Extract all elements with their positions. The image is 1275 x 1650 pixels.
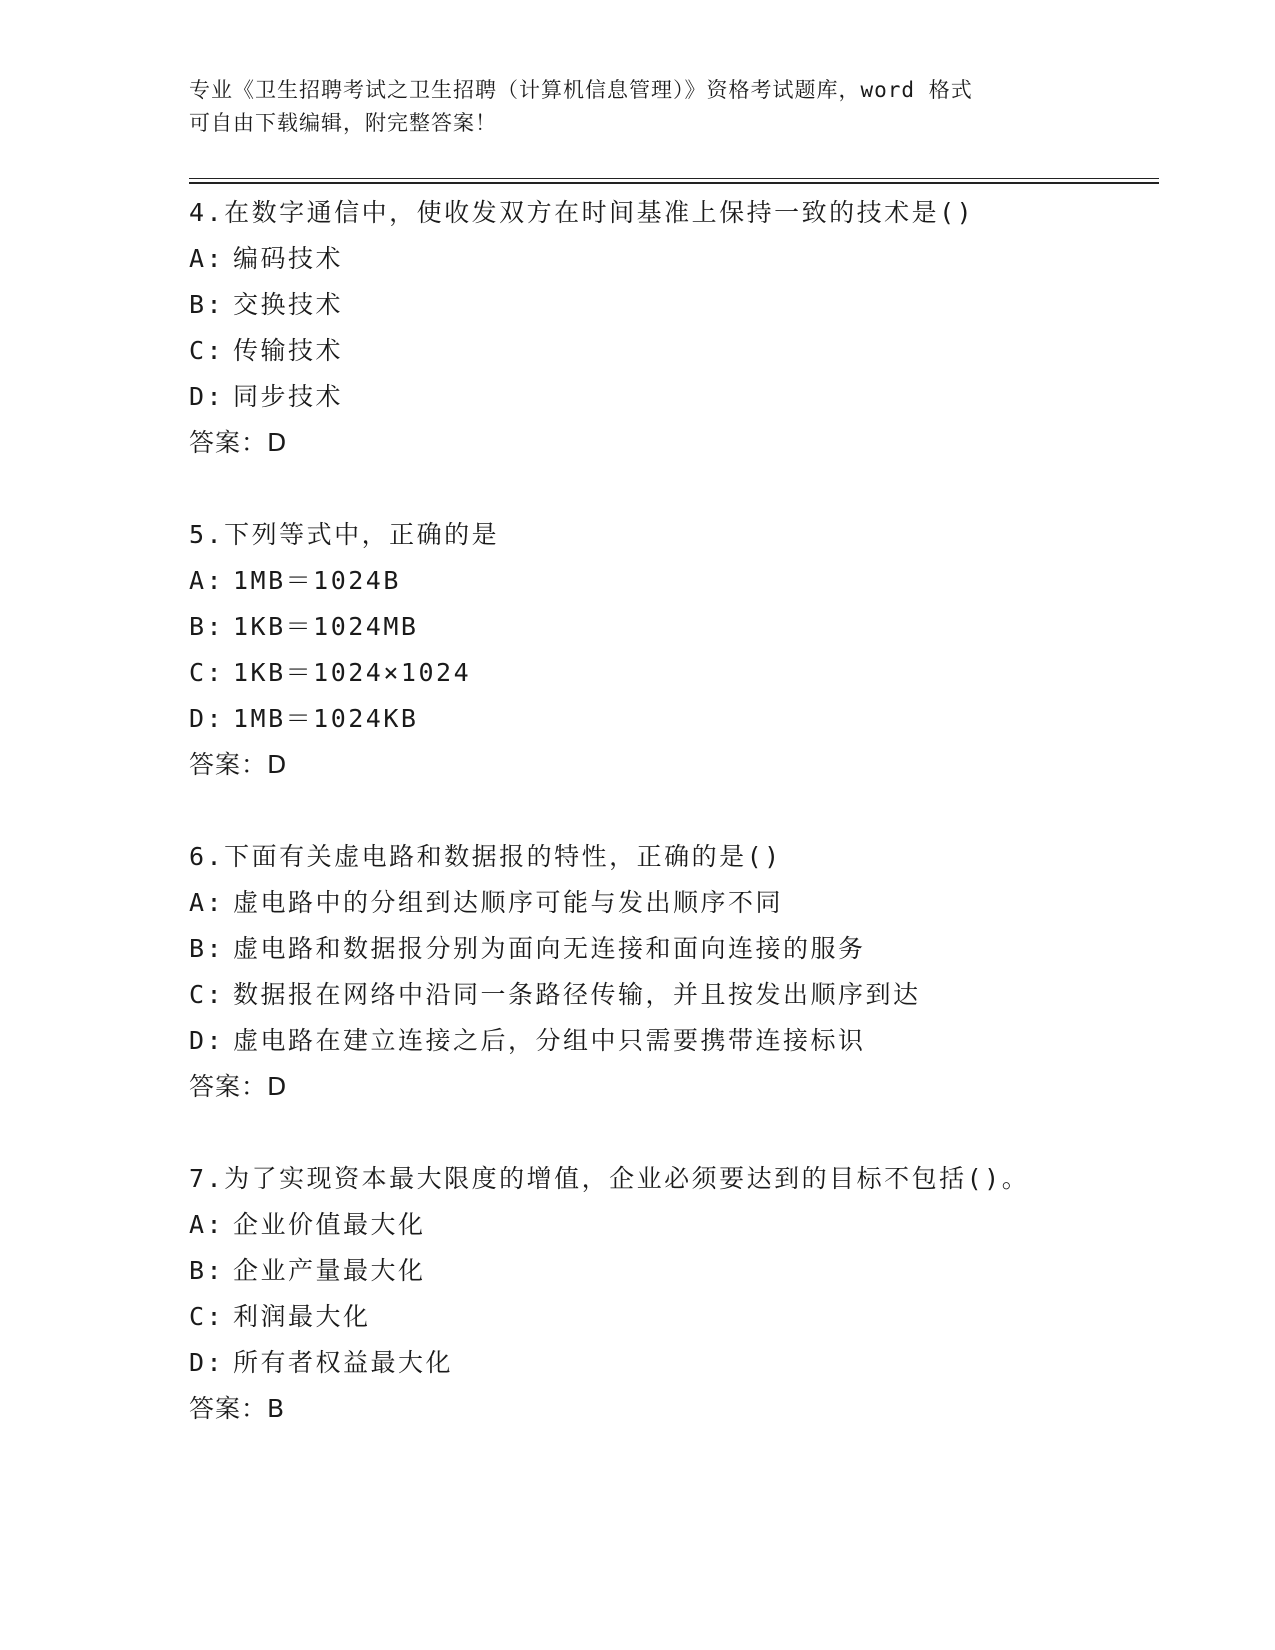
header-divider-thick (189, 182, 1159, 184)
option-text: 交换技术 (233, 290, 344, 319)
option-label: D: (189, 382, 225, 411)
answer-line: 答案：D (189, 1072, 288, 1101)
option-text: 传输技术 (233, 336, 344, 365)
option-text: 1MB＝1024KB (233, 704, 419, 733)
question-stem: 7.为了实现资本最大限度的增值，企业必须要达到的目标不包括()。 (189, 1164, 1030, 1193)
option-d (189, 1340, 1189, 1386)
answer-line: 答案：B (189, 1394, 286, 1423)
option-d (189, 374, 1189, 420)
option-c (189, 328, 1189, 374)
option-label: B: (189, 934, 225, 963)
option-label: A: (189, 566, 225, 595)
option-d (189, 696, 1189, 742)
option-label: A: (189, 244, 225, 273)
option-label: C: (189, 980, 225, 1009)
option-b (189, 1248, 1189, 1294)
option-label: B: (189, 612, 225, 641)
option-text: 虚电路和数据报分别为面向无连接和面向连接的服务 (233, 934, 866, 963)
option-label: C: (189, 336, 225, 365)
option-text: 利润最大化 (233, 1302, 371, 1331)
option-a (189, 880, 1189, 926)
document-header (189, 74, 1089, 140)
header-divider-thin (189, 178, 1159, 179)
option-text: 1KB＝1024MB (233, 612, 419, 641)
option-label: A: (189, 1210, 225, 1239)
option-label: A: (189, 888, 225, 917)
option-b (189, 926, 1189, 972)
header-line-2: 可自由下载编辑，附完整答案！ (189, 111, 497, 135)
option-label: D: (189, 1348, 225, 1377)
option-label: C: (189, 1302, 225, 1331)
option-c (189, 972, 1189, 1018)
option-text: 编码技术 (233, 244, 344, 273)
question-6 (189, 834, 1189, 1110)
question-list (189, 190, 1189, 1478)
option-d (189, 1018, 1189, 1064)
option-c (189, 1294, 1189, 1340)
option-label: C: (189, 658, 225, 687)
question-5 (189, 512, 1189, 788)
option-text: 同步技术 (233, 382, 344, 411)
option-label: B: (189, 290, 225, 319)
option-text: 所有者权益最大化 (233, 1348, 454, 1377)
option-label: B: (189, 1256, 225, 1285)
question-4 (189, 190, 1189, 466)
question-stem: 6.下面有关虚电路和数据报的特性，正确的是() (189, 842, 782, 871)
option-text: 企业价值最大化 (233, 1210, 426, 1239)
option-c (189, 650, 1189, 696)
question-7 (189, 1156, 1189, 1432)
question-stem: 5.下列等式中，正确的是 (189, 520, 500, 549)
question-stem: 4.在数字通信中，使收发双方在时间基准上保持一致的技术是() (189, 198, 975, 227)
option-a (189, 236, 1189, 282)
option-a (189, 1202, 1189, 1248)
option-a (189, 558, 1189, 604)
option-text: 数据报在网络中沿同一条路径传输，并且按发出顺序到达 (233, 980, 921, 1009)
option-b (189, 282, 1189, 328)
option-text: 虚电路中的分组到达顺序可能与发出顺序不同 (233, 888, 784, 917)
option-b (189, 604, 1189, 650)
option-text: 企业产量最大化 (233, 1256, 426, 1285)
option-label: D: (189, 1026, 225, 1055)
answer-line: 答案：D (189, 428, 288, 457)
answer-line: 答案：D (189, 750, 288, 779)
option-label: D: (189, 704, 225, 733)
option-text: 1KB＝1024×1024 (233, 658, 472, 687)
header-line-1: 专业《卫生招聘考试之卫生招聘（计算机信息管理）》资格考试题库，word 格式 (189, 78, 973, 102)
option-text: 虚电路在建立连接之后，分组中只需要携带连接标识 (233, 1026, 866, 1055)
option-text: 1MB＝1024B (233, 566, 401, 595)
